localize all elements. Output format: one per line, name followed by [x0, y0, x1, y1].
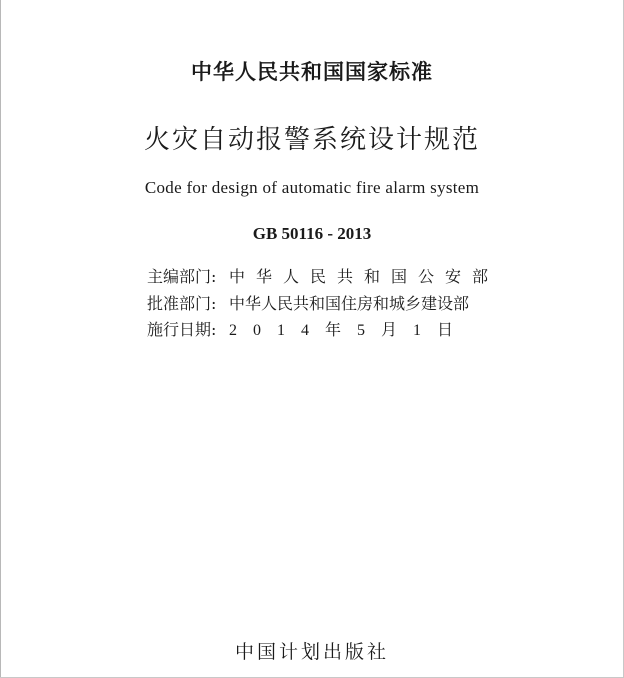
- document-title-chinese: 火灾自动报警系统设计规范: [143, 125, 480, 155]
- publisher-name: 中国计划出版社: [234, 641, 389, 663]
- info-value: 中华人民共和国住房和城乡建设部: [229, 294, 470, 313]
- info-label: 主编部门:: [147, 267, 217, 286]
- info-value: 中华人民共和国公安部: [229, 267, 500, 286]
- info-row-effective-date: [147, 319, 469, 341]
- document-title-english: Code for design of automatic fire alarm system: [144, 178, 480, 197]
- info-row-editing-department: [147, 266, 499, 288]
- standard-category: 中华人民共和国国家标准: [191, 60, 433, 84]
- info-label: 施行日期:: [147, 320, 217, 339]
- info-value: 2014年5月1日: [229, 322, 470, 339]
- standard-code: GB 50116 - 2013: [252, 224, 372, 243]
- info-label: 批准部门:: [147, 294, 217, 313]
- info-row-approving-department: [147, 293, 469, 315]
